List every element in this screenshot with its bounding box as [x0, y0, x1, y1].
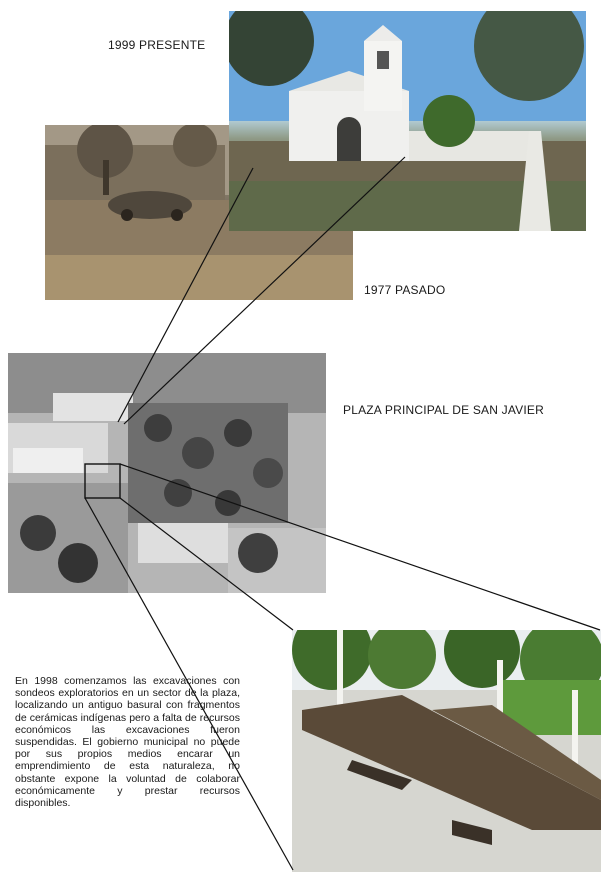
body-paragraph: En 1998 comenzamos las excavaciones con sondeos exploratorios en un sector de la plaza, localizando un antiguo basural con fragmentos de cerámicas indígenas pero a falta de recursos económicos las excavaciones fueron suspendidas. El gobierno municipal no puede por sus propios medios encarar un emprendimiento de esta naturaleza, no obstante expone la voluntad de colaborar económicamente y prestar recursos disponibles.	[15, 675, 240, 810]
connector-line	[120, 464, 600, 630]
connector-line	[124, 157, 405, 424]
aerial-highlight-box	[85, 464, 120, 498]
label-plaza-san-javier: PLAZA PRINCIPAL DE SAN JAVIER	[343, 403, 544, 417]
connector-line	[120, 498, 293, 630]
label-1999-present: 1999 PRESENTE	[108, 38, 206, 52]
label-1977-past: 1977 PASADO	[364, 283, 446, 297]
connector-line	[118, 168, 253, 422]
